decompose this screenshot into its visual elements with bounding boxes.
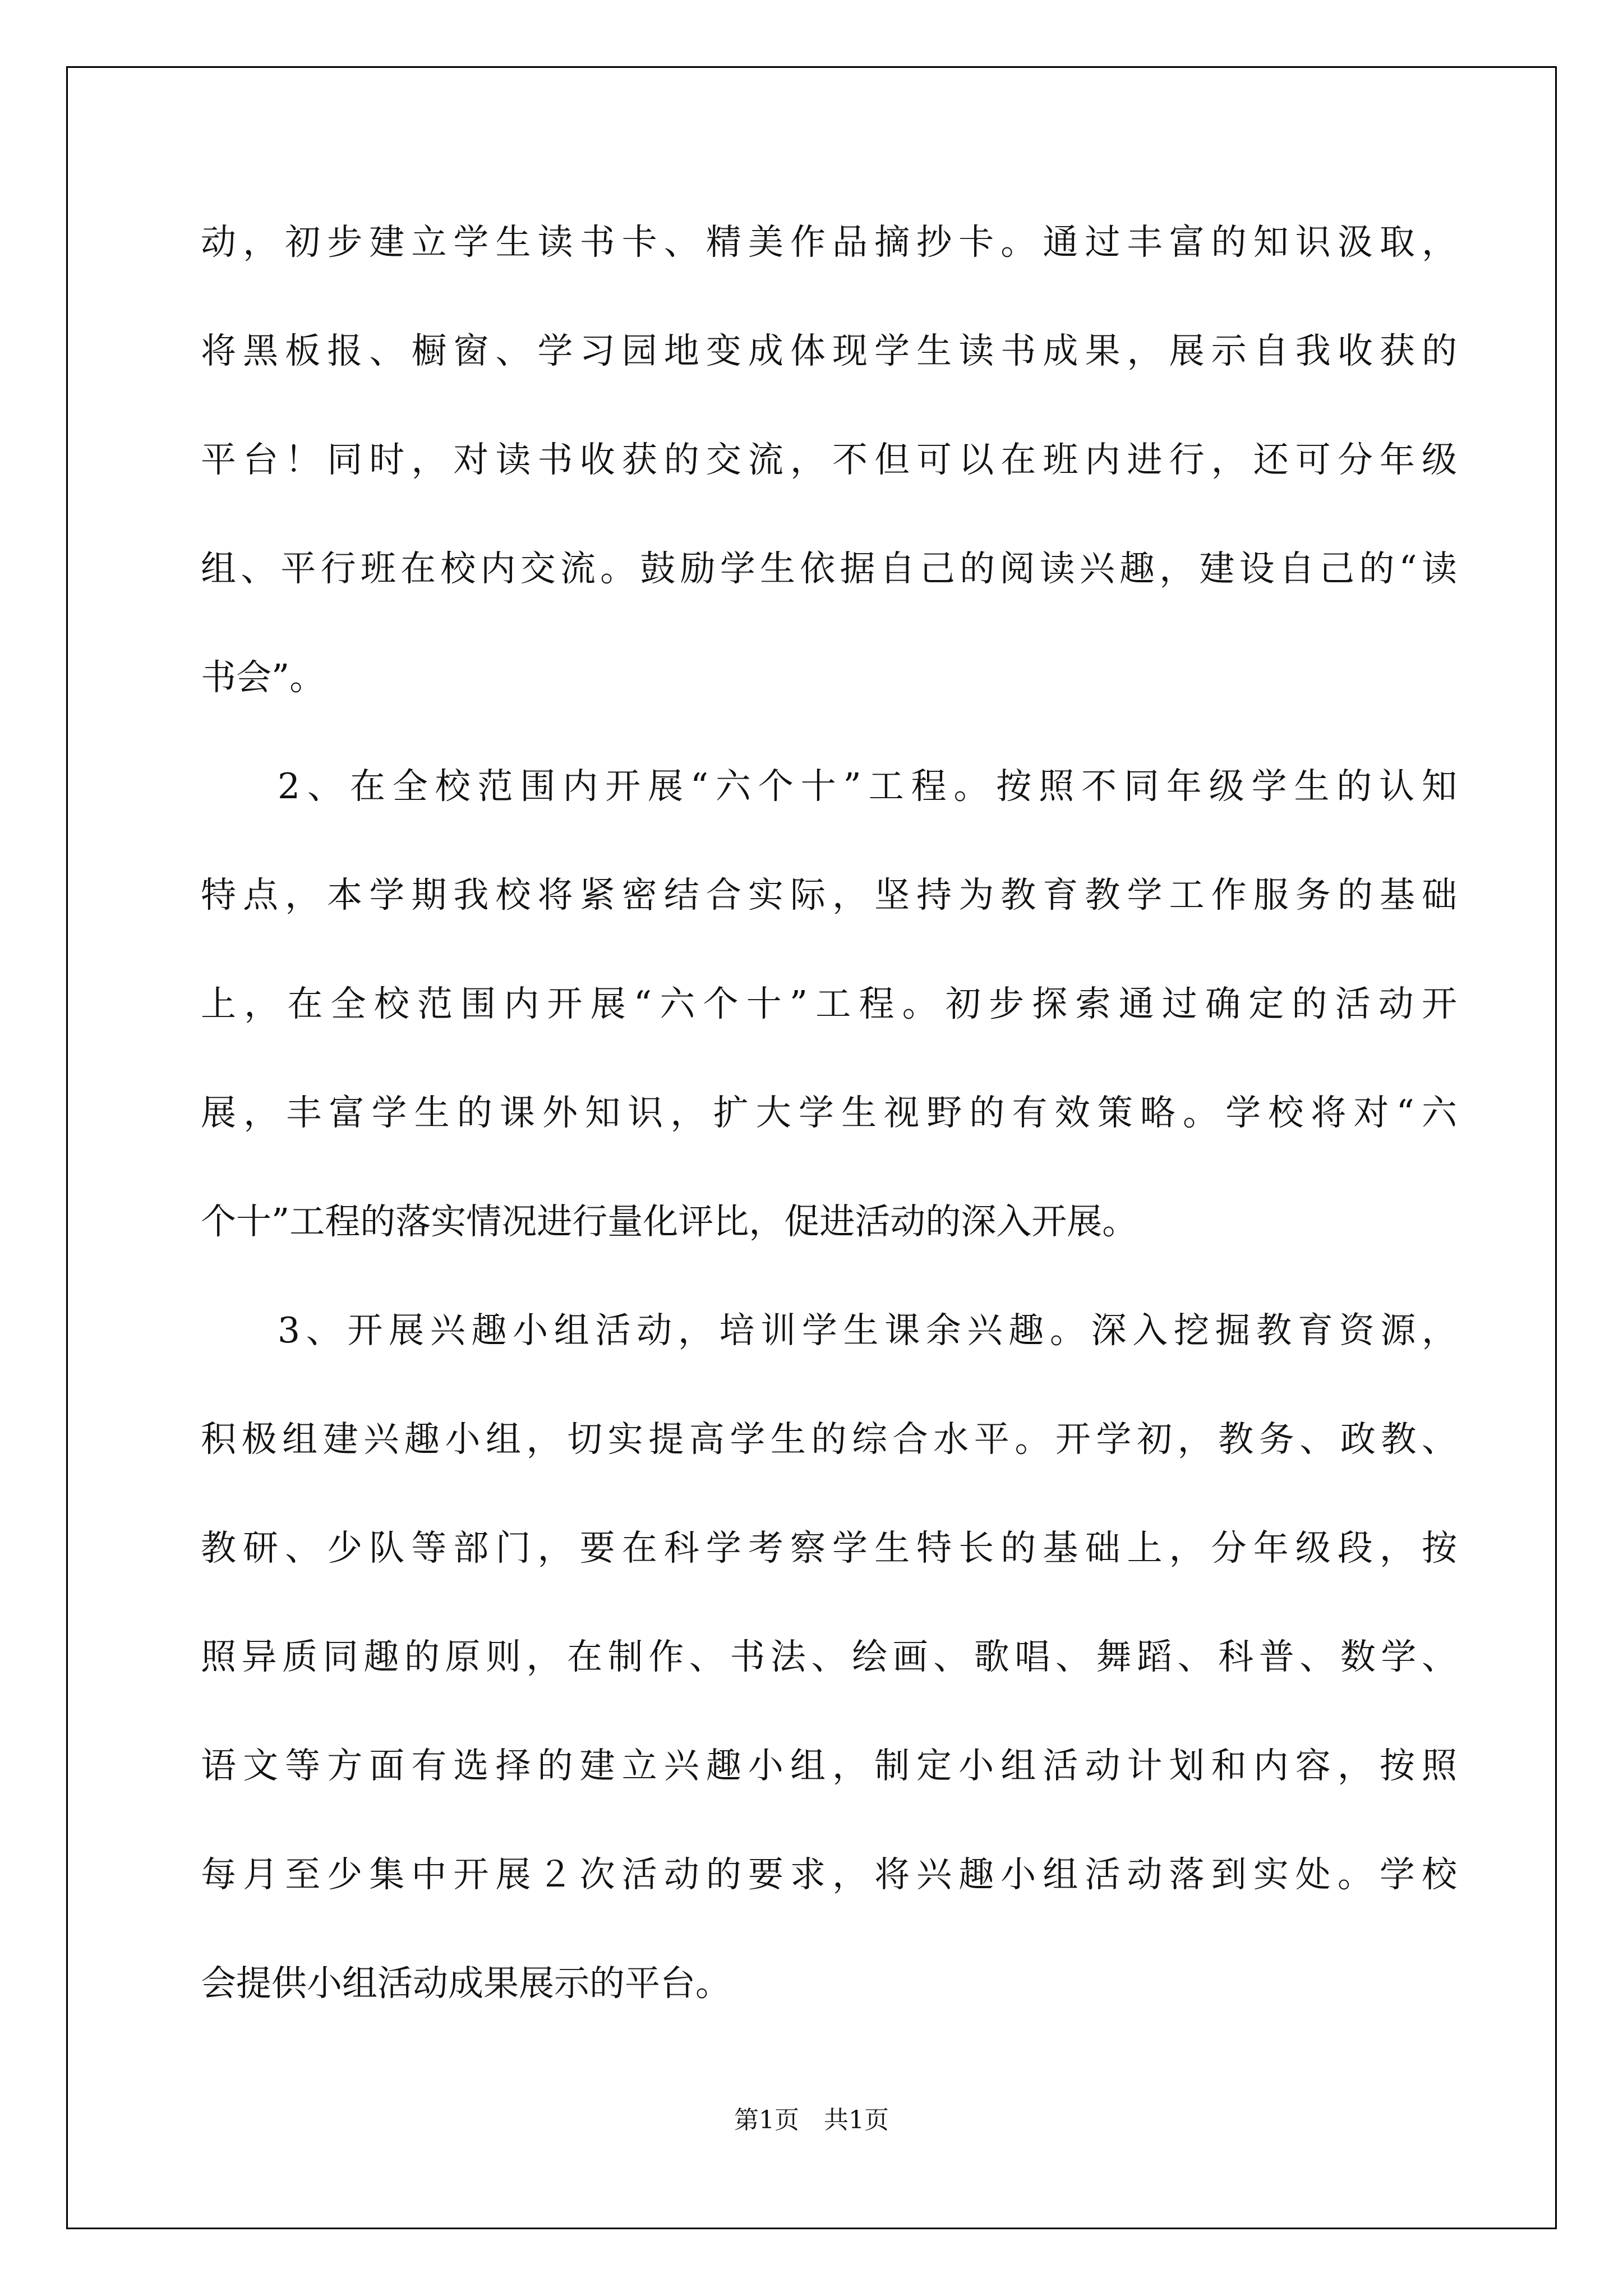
paragraph-start-line: 3、开展兴趣小组活动，培训学生课余兴趣。深入挖掘教育资源， [278, 1310, 1457, 1351]
body-line: 书会”。 [201, 657, 325, 698]
body-line: 个十”工程的落实情况进行量化评比，促进活动的深入开展。 [201, 1201, 1138, 1242]
paragraph-start-line: 2、在全校范围内开展“六个十”工程。按照不同年级学生的认知 [278, 766, 1457, 807]
body-line: 语文等方面有选择的建立兴趣小组，制定小组活动计划和内容，按照 [201, 1745, 1457, 1786]
body-line: 照异质同趣的原则，在制作、书法、绘画、歌唱、舞蹈、科普、数学、 [201, 1636, 1457, 1677]
page-border [66, 66, 1557, 2229]
body-line: 积极组建兴趣小组，切实提高学生的综合水平。开学初，教务、政教、 [201, 1419, 1457, 1460]
body-line: 平台！同时，对读书收获的交流，不但可以在班内进行，还可分年级 [201, 439, 1457, 480]
body-line: 会提供小组活动成果展示的平台。 [201, 1963, 731, 2004]
body-line: 组、平行班在校内交流。鼓励学生依据自己的阅读兴趣，建设自己的“读 [201, 548, 1457, 589]
body-line: 展，丰富学生的课外知识，扩大学生视野的有效策略。学校将对“六 [201, 1092, 1457, 1133]
body-line: 将黑板报、橱窗、学习园地变成体现学生读书成果，展示自我收获的 [201, 330, 1457, 371]
body-line: 每月至少集中开展２次活动的要求，将兴趣小组活动落到实处。学校 [201, 1854, 1457, 1895]
body-line: 教研、少队等部门，要在科学考察学生特长的基础上，分年级段，按 [201, 1527, 1457, 1568]
body-line: 特点，本学期我校将紧密结合实际，坚持为教育教学工作服务的基础 [201, 875, 1457, 915]
body-line: 上，在全校范围内开展“六个十”工程。初步探索通过确定的活动开 [201, 983, 1457, 1024]
body-line: 动，初步建立学生读书卡、精美作品摘抄卡。通过丰富的知识汲取， [201, 222, 1457, 263]
page-footer: 第1页 共1页 [734, 2106, 889, 2134]
